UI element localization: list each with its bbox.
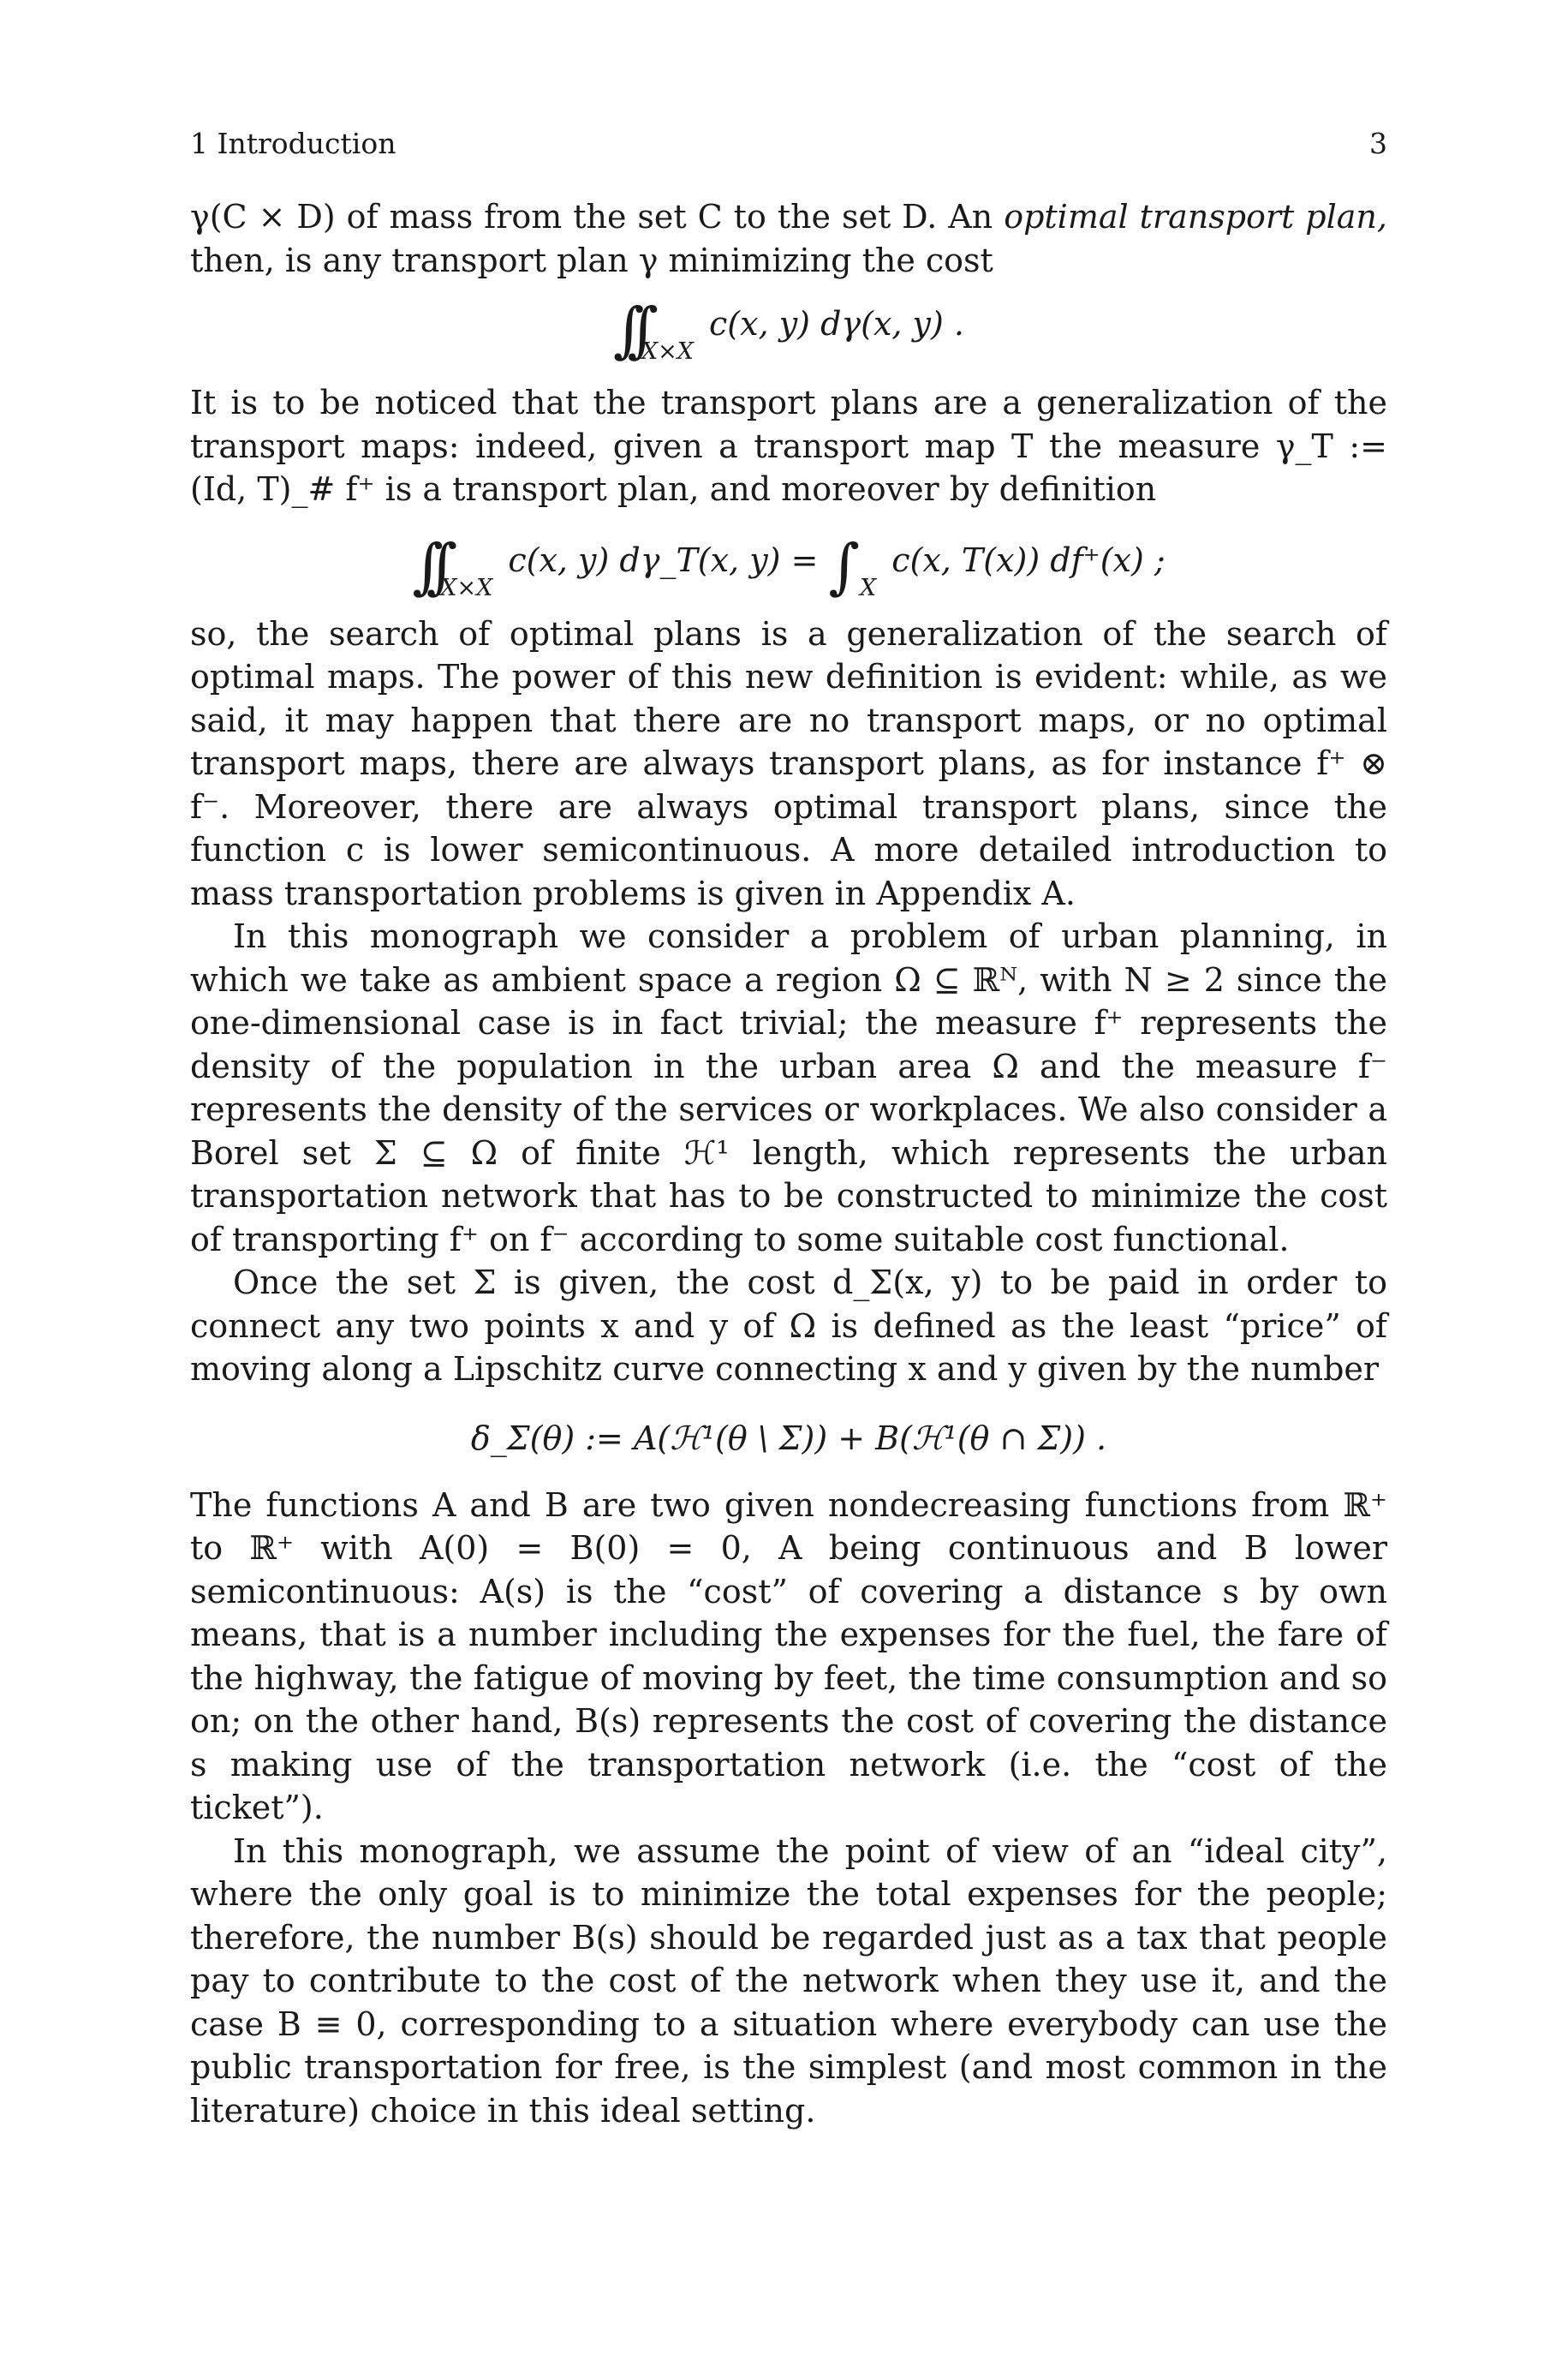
running-header [190, 127, 1387, 161]
double-integral-sign: ∫∫ [412, 530, 441, 601]
equation-cost [190, 282, 1387, 381]
paragraph-1-end: then, is any transport plan γ minimizing the cost [190, 241, 993, 279]
equation-delta-text: δ_Σ(θ) := A(ℋ¹(θ \ Σ)) + B(ℋ¹(θ ∩ Σ)) . [470, 1419, 1107, 1457]
running-title: 1 Introduction [190, 127, 396, 160]
double-integral-sign: ∫∫ [612, 295, 641, 365]
equation-plan-right: c(x, T(x)) df⁺(x) ; [891, 541, 1166, 579]
paragraph-7: In this monograph, we assume the point of view of an “ideal city”, where the only goal is to minimize the total expenses for the people; therefore, the number B(s) should be regarded just as a tax that people pay to contribute to the cost of the network when they use it, and the case B ≡ 0, corresponding to a situation where everybody can use the public transportation for free, is the simplest (and most common in the literature) choice in this ideal setting. [190, 1831, 1387, 2130]
equation-plan-map [190, 511, 1387, 612]
equation-cost-integrand: c(x, y) dγ(x, y) . [709, 305, 964, 343]
page-number: 3 [1369, 127, 1387, 160]
main-text [190, 195, 1387, 2132]
paragraph-6: The functions A and B are two given nondecreasing functions from ℝ⁺ to ℝ⁺ with A(0) = B(0) = 0, A being continuous and B lower semicontinuous: A(s) is the “cost” of covering a distance s by own means, that is a number including the expenses for the fuel, the fare of the highway, the fatigue of moving by feet, the time consumption and so on; on the other hand, B(s) represents the cost of covering the distance s making use of the transportation network (i.e. the “cost of the ticket”). [190, 1485, 1387, 1826]
paragraph-1-start: γ(C × D) of mass from the set C to the set D. An [190, 198, 1005, 236]
paragraph-5: Once the set Σ is given, the cost d_Σ(x, y) to be paid in order to connect any two points x and y of Ω is defined as the least “price” of moving along a Lipschitz curve connecting x and y given by the number [190, 1264, 1387, 1388]
paragraph-1 [190, 195, 1387, 282]
paragraph-3: so, the search of optimal plans is a generalization of the search of optimal maps. The power of this new definition is evident: while, as we said, it may happen that there are no transport maps, or no optimal transport maps, there are always transport plans, as for instance f⁺ ⊗ f⁻. Moreover, there are always optimal transport plans, since the function c is lower semicontinuous. A more detailed introduction to mass transportation problems is given in Appendix A. [190, 614, 1387, 912]
paragraph-2: It is to be noticed that the transport plans are a generalization of the transport maps: indeed, given a transport map T the measure γ_T := (Id, T)_# f⁺ is a transport plan, and moreover by definition [190, 384, 1387, 508]
integral-sign: ∫ [828, 530, 860, 601]
equation-plan-left: c(x, y) dγ_T(x, y) = [508, 541, 819, 579]
equation-plan-right-domain: X [860, 574, 877, 601]
equation-cost-domain: X×X [641, 338, 695, 365]
equation-delta [190, 1391, 1387, 1484]
paragraph-4: In this monograph we consider a problem of urban planning, in which we take as ambient space a region Ω ⊆ ℝᴺ, with N ≥ 2 since the one-dimensional case is in fact trivial; the measure f⁺ represents the density of the population in the urban area Ω and the measure f⁻ represents the density of the services or workplaces. We also consider a Borel set Σ ⊆ Ω of finite ℋ¹ length, which represents the urban transportation network that has to be constructed to minimize the cost of transporting f⁺ on f⁻ according to some suitable cost functional. [190, 917, 1387, 1258]
equation-plan-left-domain: X×X [440, 574, 493, 601]
optimal-transport-plan-term: optimal transport plan, [1004, 198, 1387, 236]
